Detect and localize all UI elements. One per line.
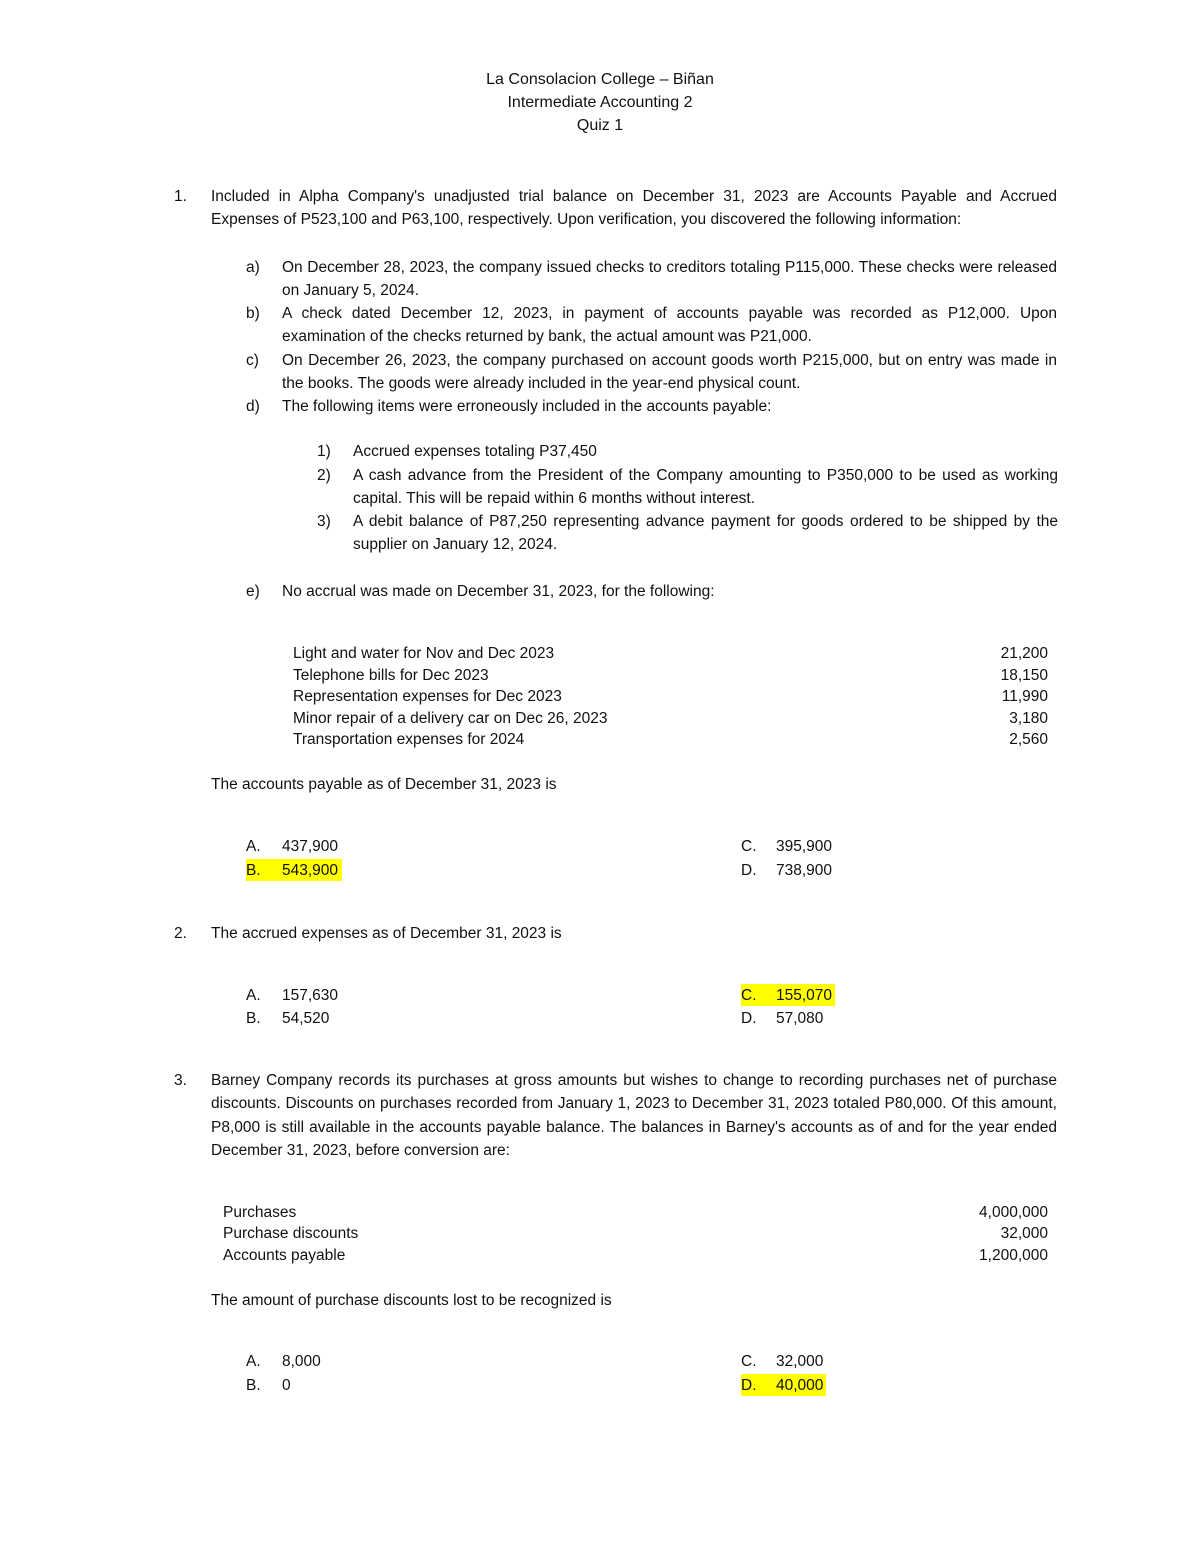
accrual-desc: Transportation expenses for 2024 (293, 731, 525, 748)
balance-desc: Purchase discounts (223, 1225, 359, 1242)
q2-choice-a-label: A. (246, 987, 261, 1004)
balance-desc: Accounts payable (223, 1247, 346, 1264)
q1-item-e-text: No accrual was made on December 31, 2023, for the following: (282, 583, 715, 600)
balance-amount: 4,000,000 (979, 1204, 1048, 1221)
balance-amount: 32,000 (1000, 1225, 1048, 1242)
q1-subitem-2-label: 2) (317, 467, 331, 484)
balance-amount: 1,200,000 (979, 1247, 1048, 1264)
q2-question: The accrued expenses as of December 31, 2023 is (211, 925, 562, 942)
q2-choice-d-label: D. (741, 1010, 757, 1027)
q3-choice-a-label: A. (246, 1353, 261, 1370)
q2-number: 2. (174, 925, 187, 942)
q3-text: Barney Company records its purchases at gross amounts but wishes to change to recording purchases net of purchase discounts. Discounts on purchases recorded from January 1, 2023 to December 31, 2023 totaled P80,000. Of this amount, P8,000 is still available in the accounts payable balance. The balances in Barney's accounts as of and for the year ended December 31, 2023, before conversion are: (211, 1072, 1057, 1159)
q3-choice-d-value: 40,000 (776, 1377, 824, 1394)
q2-choice-d-value: 57,080 (776, 1010, 824, 1027)
q1-choice-c-value: 395,900 (776, 838, 833, 855)
q1-subitem-2-text: A cash advance from the President of the Company amounting to P350,000 to be used as working capital. This will be repaid within 6 months without interest. (353, 467, 1058, 508)
q3-choice-c-value: 32,000 (776, 1353, 824, 1370)
q1-choice-c-label: C. (741, 838, 757, 855)
q1-item-c-text: On December 26, 2023, the company purchased on account goods worth P215,000, but on entry was made in the books. The goods were already included in the year-end physical count. (282, 352, 1057, 393)
q3-choice-d-label: D. (741, 1377, 757, 1394)
q1-item-b-text: A check dated December 12, 2023, in payment of accounts payable was recorded as P12,000. Upon examination of the checks returned by bank, the actual amount was P21,000. (282, 305, 1057, 346)
q1-subitem-1-text: Accrued expenses totaling P37,450 (353, 443, 597, 460)
q1-item-e-label: e) (246, 583, 260, 600)
q1-choice-d-label: D. (741, 862, 757, 879)
q1-item-a-text: On December 28, 2023, the company issued checks to creditors totaling P115,000. These checks were released on January 5, 2024. (282, 259, 1057, 300)
q1-choice-a-label: A. (246, 838, 261, 855)
q2-choice-b-label: B. (246, 1010, 261, 1027)
accrual-amount: 21,200 (1000, 645, 1048, 662)
course-title: Intermediate Accounting 2 (507, 94, 693, 111)
q2-choice-c-value: 155,070 (776, 987, 833, 1004)
q2-choice-c-label: C. (741, 987, 757, 1004)
accrual-amount: 18,150 (1000, 667, 1048, 684)
q3-choice-b-value: 0 (282, 1377, 291, 1394)
quiz-title: Quiz 1 (576, 117, 624, 134)
accrual-desc: Representation expenses for Dec 2023 (293, 688, 562, 705)
q3-choice-c-label: C. (741, 1353, 757, 1370)
q1-item-c-label: c) (246, 352, 259, 369)
q2-choice-a-value: 157,630 (282, 987, 339, 1004)
q1-choice-a-value: 437,900 (282, 838, 339, 855)
q1-choice-d-value: 738,900 (776, 862, 833, 879)
q1-choice-b-label: B. (246, 862, 261, 879)
accrual-desc: Telephone bills for Dec 2023 (293, 667, 489, 684)
accrual-desc: Minor repair of a delivery car on Dec 26, 2023 (293, 710, 608, 727)
q3-choice-a-value: 8,000 (282, 1353, 321, 1370)
accrual-amount: 2,560 (1009, 731, 1048, 748)
q3-choice-b-label: B. (246, 1377, 261, 1394)
q1-item-d-label: d) (246, 398, 260, 415)
school-name: La Consolacion College – Biñan (486, 71, 714, 88)
q1-item-b-label: b) (246, 305, 260, 322)
accrual-desc: Light and water for Nov and Dec 2023 (293, 645, 555, 662)
accrual-amount: 3,180 (1009, 710, 1048, 727)
q3-number: 3. (174, 1072, 187, 1089)
q1-subitem-3-label: 3) (317, 513, 331, 530)
q1-choice-b-value: 543,900 (282, 862, 339, 879)
q1-item-d-text: The following items were erroneously included in the accounts payable: (282, 398, 772, 415)
accrual-amount: 11,990 (1001, 688, 1048, 705)
q1-subitem-1-label: 1) (317, 443, 331, 460)
q2-choice-b-value: 54,520 (282, 1010, 330, 1027)
q1-text: Included in Alpha Company's unadjusted trial balance on December 31, 2023 are Accounts Payable and Accrued Expenses of P523,100 and P63,100, respectively. Upon verification, you discovered the following information: (211, 188, 1057, 229)
balance-desc: Purchases (223, 1204, 297, 1221)
q1-number: 1. (174, 188, 187, 205)
q1-subitem-3-text: A debit balance of P87,250 representing advance payment for goods ordered to be shipped by the supplier on January 12, 2024. (353, 513, 1058, 554)
q1-item-a-label: a) (246, 259, 260, 276)
q1-question: The accounts payable as of December 31, 2023 is (211, 776, 557, 793)
q3-question: The amount of purchase discounts lost to be recognized is (211, 1292, 612, 1309)
